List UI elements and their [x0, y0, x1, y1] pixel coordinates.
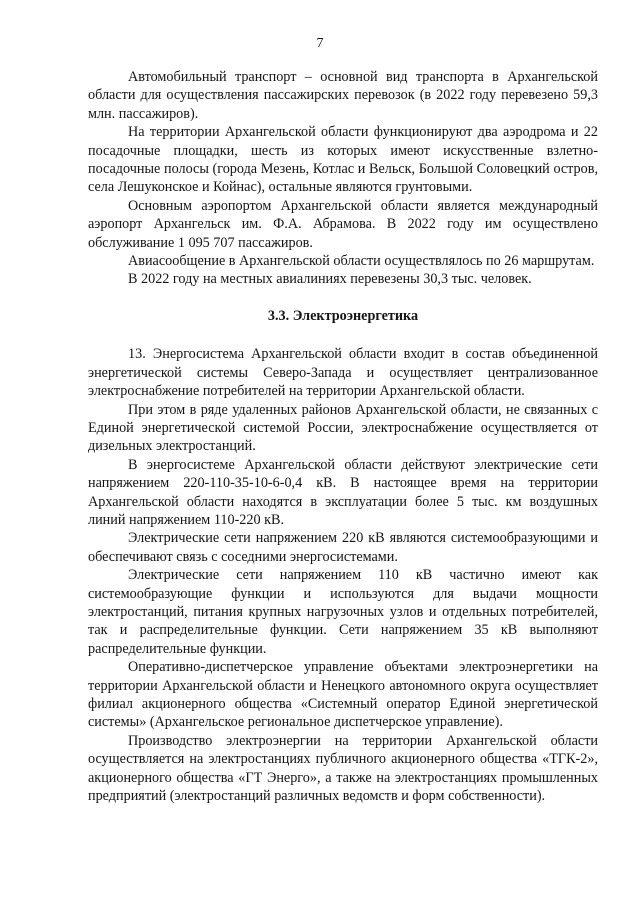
document-body	[88, 68, 598, 805]
paragraph-network-voltages: В энергосистеме Архангельской области действуют электрические сети напряжением 220-110-35-10-6-0,4 кВ. В настоящее время на территории Архангельской области находятся в эксплуатации более 5 тыс. км воздушных линий напряжением 110-220 кВ.	[88, 456, 598, 528]
paragraph-air-routes: Авиасообщение в Архангельской области осуществлялось по 26 маршрутам.	[128, 253, 595, 270]
paragraph-airfields: На территории Архангельской области функционируют два аэродрома и 22 посадочные площадки, шесть из которых имеют искусственные взлетно-посадочные полосы (города Мезень, Котлас и Вельск, Большой Соловецкий остров, села Лешуконское и Койнас), остальные являются грунтовыми.	[88, 124, 598, 196]
paragraph-main-airport: Основным аэропортом Архангельской области является международный аэропорт Архангельск им. Ф.А. Абрамова. В 2022 году им осуществлено обслуживание 1 095 707 пассажиров.	[88, 197, 598, 251]
paragraph-dispatch-control: Оперативно-диспетчерское управление объектами электроэнергетики на территории Архангельской области и Ненецкого автономного округа осуществляет филиал акционерного общества «Системный оператор Единой энергетической системы» (Архангельское региональное диспетчерское управление).	[88, 659, 598, 731]
paragraph-energy-system: 13. Энергосистема Архангельской области входит в состав объединенной энергетической системы Северо-Запада и осуществляет централизованное электроснабжение потребителей на территории Архангельской области.	[88, 346, 598, 400]
paragraph-generation: Производство электроэнергии на территории Архангельской области осуществляется на электростанциях публичного акционерного общества «ТГК-2», акционерного общества «ГТ Энерго», а также на электростанциях промышленных предприятий (электростанций различных ведомств и форм собственности).	[88, 732, 598, 805]
paragraph-110kv: Электрические сети напряжением 110 кВ частично имеют как системообразующие функции и используются для выдачи мощности электростанций, питания крупных нагрузочных узлов и отдельных потребителей, так и распределительные функции. Сети напряжением 35 кВ выполняют распределительные функции.	[88, 567, 598, 657]
paragraph-220kv: Электрические сети напряжением 220 кВ являются системообразующими и обеспечивают связь с соседними энергосистемами.	[88, 530, 598, 565]
paragraph-remote-districts: При этом в ряде удаленных районов Архангельской области, не связанных с Единой энергетической системой России, электроснабжение осуществляется от дизельных электростанций.	[88, 401, 598, 455]
paragraph-road-transport: Автомобильный транспорт – основной вид транспорта в Архангельской области для осуществления пассажирских перевозок (в 2022 году перевезено 59,3 млн. пассажиров).	[88, 69, 598, 122]
section-heading: 3.3. Электроэнергетика	[267, 307, 419, 324]
page-number: 7	[316, 36, 324, 51]
paragraph-local-airlines: В 2022 году на местных авиалиниях перевезены 30,3 тыс. человек.	[128, 271, 532, 288]
